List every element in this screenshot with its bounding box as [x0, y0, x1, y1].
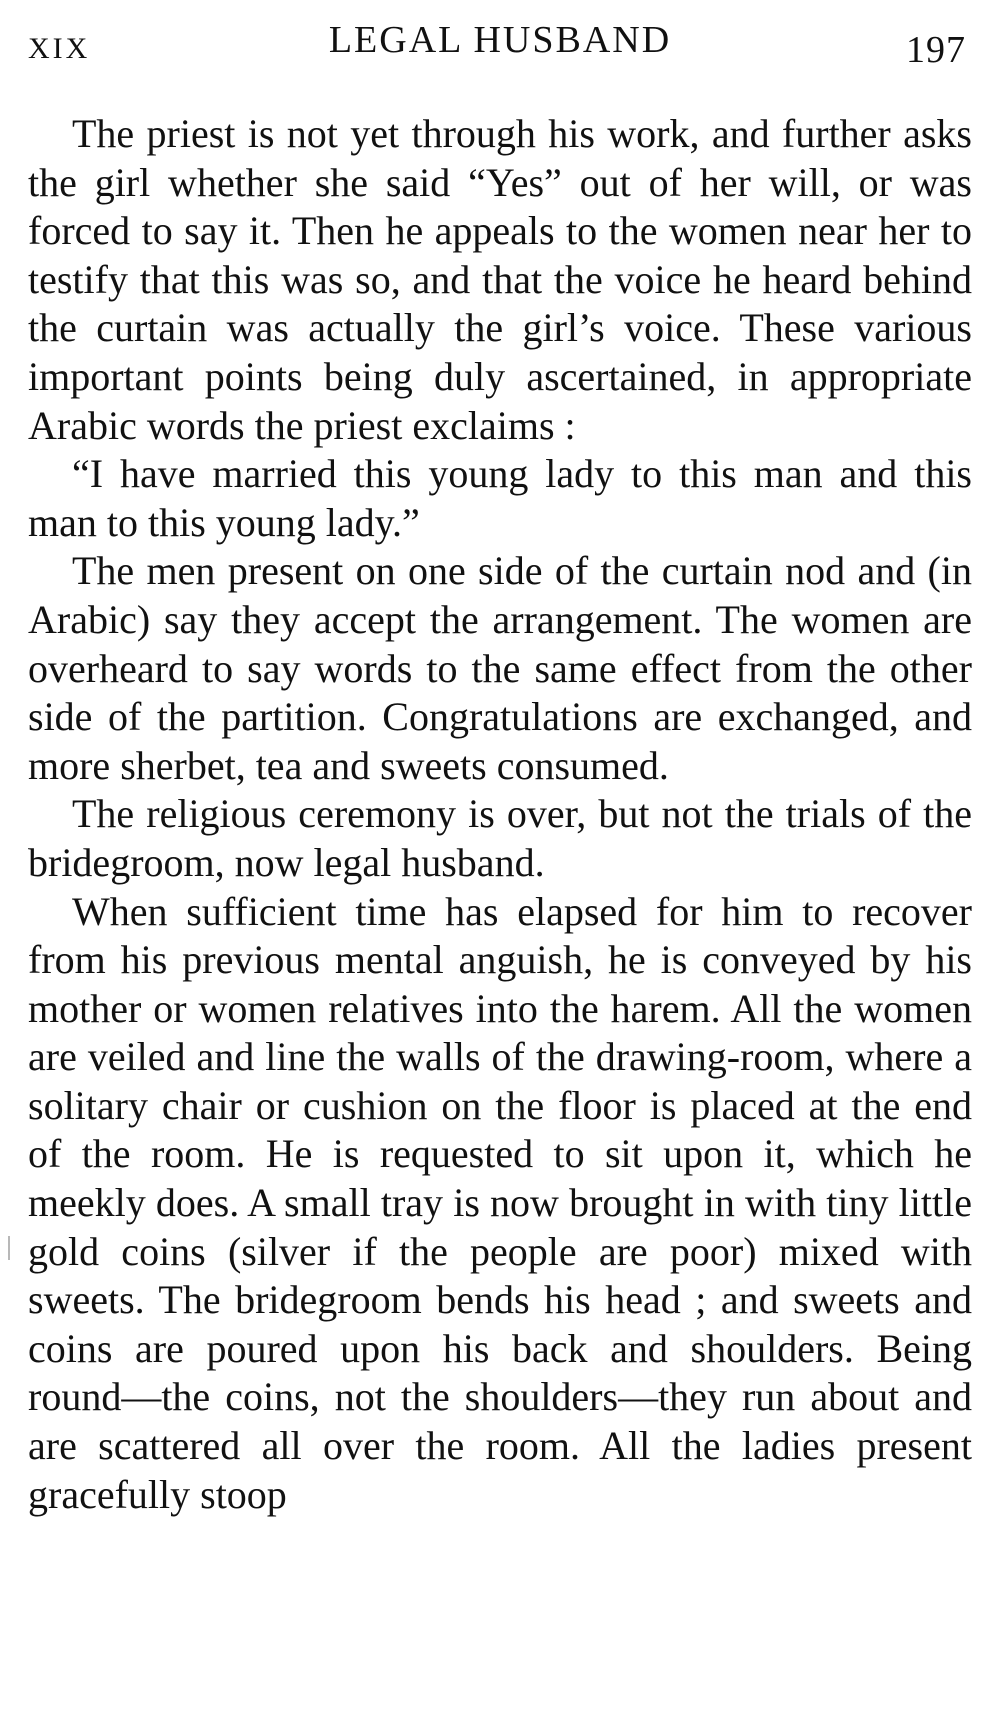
margin-mark: [8, 1236, 10, 1260]
paragraph: The priest is not yet through his work, and further asks the girl whether she said “Yes” out of her will, or was forced to say it. Then he appeals to the women near her to testify that this was so, and that the voice he heard behind the curtain was actually the girl’s voice. These various important points being duly ascertained, in appropriate Arabic words the priest exclaims :: [28, 111, 972, 448]
running-header: [28, 18, 972, 78]
paragraph: The religious ceremony is over, but not the trials of the bridegroom, now legal husband.: [28, 791, 972, 885]
body-text: [28, 110, 972, 1519]
running-title: LEGAL HUSBAND: [328, 19, 672, 61]
paragraph-quote: “I have married this young lady to this man and this man to this young lady.”: [28, 451, 972, 545]
paragraph: When sufficient time has elapsed for him to recover from his previous mental anguish, he is conveyed by his mother or women relatives into the harem. All the women are veiled and line the walls of the drawing-room, where a solitary chair or cushion on the floor is placed at the end of the room. He is requested to sit upon it, which he meekly does. A small tray is now brought in with tiny little gold coins (silver if the people are poor) mixed with sweets. The bridegroom bends his head ; and sweets and coins are poured upon his back and shoulders. Being round—the coins, not the shoulders—they run about and are scattered all over the room. All the ladies present gracefully stoop: [28, 888, 972, 1517]
page-number: 197: [906, 29, 966, 71]
paragraph: The men present on one side of the curtain nod and (in Arabic) say they accept the arrangement. The women are overheard to say words to the same effect from the other side of the partition. Congratulations are exchanged, and more sherbet, tea and sweets consumed.: [28, 548, 972, 788]
chapter-number: XIX: [28, 32, 91, 65]
book-page: [28, 0, 972, 1716]
